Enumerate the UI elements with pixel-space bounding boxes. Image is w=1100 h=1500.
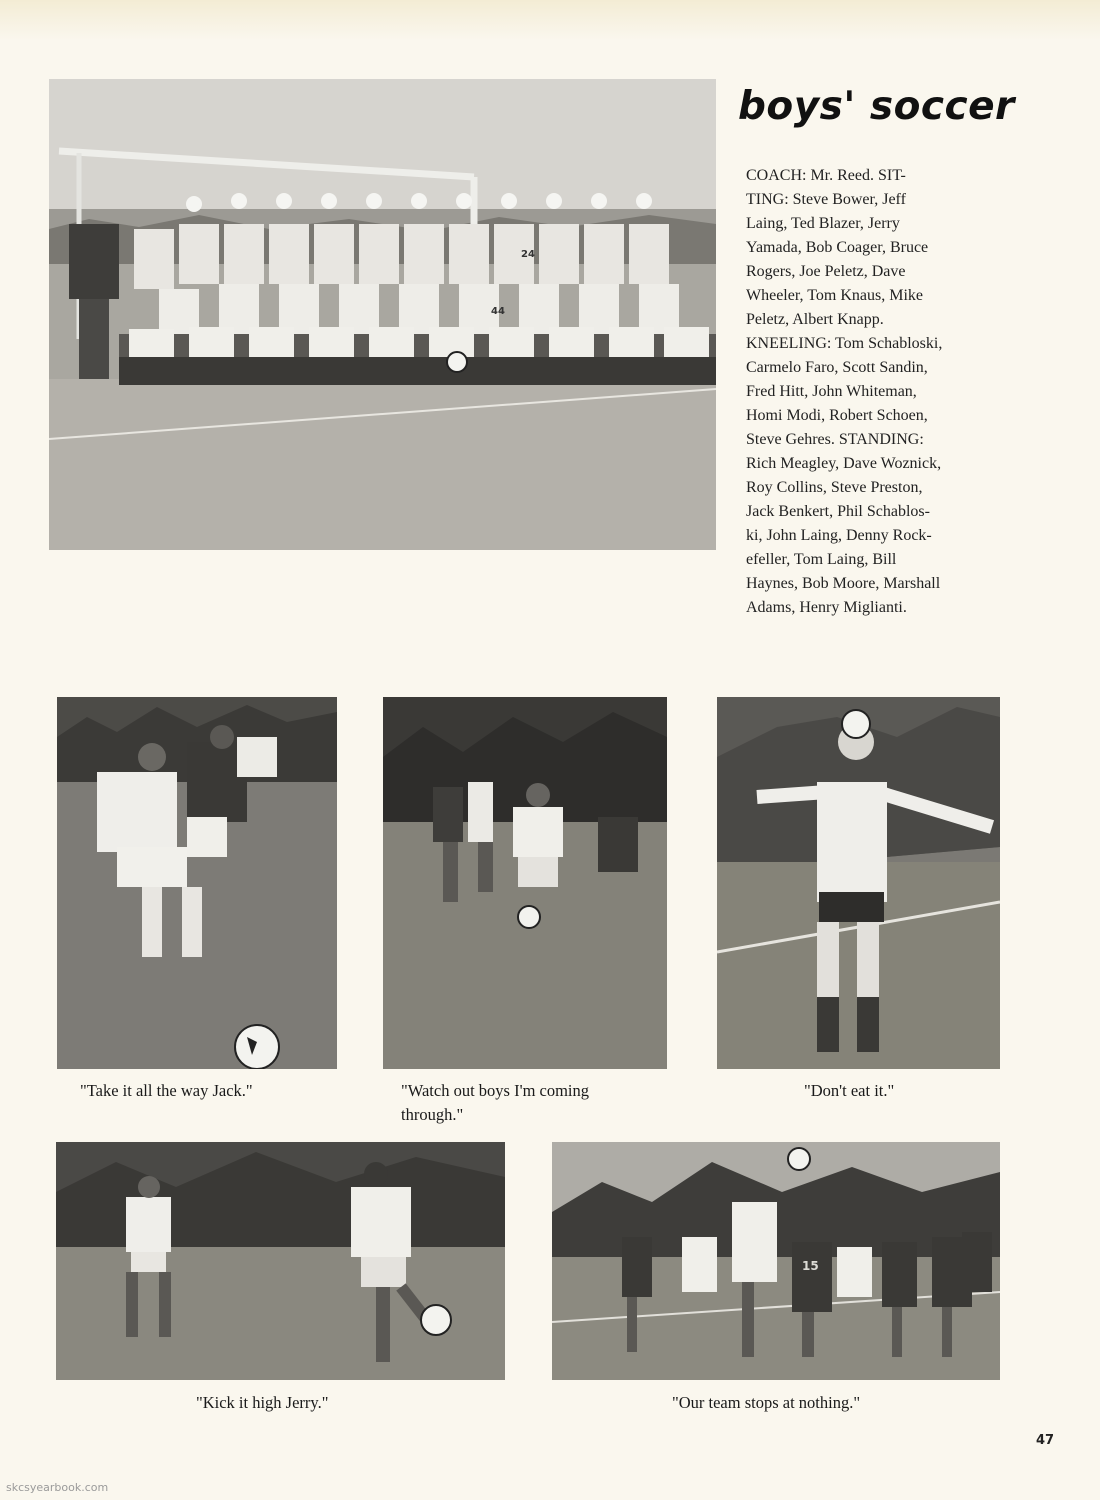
page-title: boys' soccer [738,84,1015,129]
action-photo-3 [717,697,1000,1069]
roster-line: Laing, Ted Blazer, Jerry [746,215,900,232]
caption-line: "Take it all the way Jack." [80,1081,253,1100]
photo5-jersey-number: 15 [802,1259,819,1273]
roster-line: Carmelo Faro, Scott Sandin, [746,359,928,376]
roster-line: Rogers, Joe Peletz, Dave [746,263,906,280]
roster-line: COACH: Mr. Reed. SIT- [746,167,906,184]
action-photo-4 [56,1142,505,1380]
roster-text [746,164,1016,620]
caption-photo-2 [401,1079,589,1127]
roster-line: Wheeler, Tom Knaus, Mike [746,287,924,304]
roster-line: Peletz, Albert Knapp. [746,311,884,328]
roster-line: efeller, Tom Laing, Bill [746,551,897,568]
roster-line: TING: Steve Bower, Jeff [746,191,906,208]
roster-line: ki, John Laing, Denny Rock- [746,527,932,544]
page-edge [0,0,1100,40]
roster-line: Jack Benkert, Phil Schablos- [746,503,930,520]
roster-line: Rich Meagley, Dave Woznick, [746,455,942,472]
roster-line: Homi Modi, Robert Schoen, [746,407,928,424]
caption-line: through." [401,1105,464,1124]
roster-line: KNEELING: Tom Schabloski, [746,335,943,352]
caption-photo-3 [804,1079,894,1103]
roster-line: Fred Hitt, John Whiteman, [746,383,917,400]
action-photo-2 [383,697,667,1069]
action-photo-1 [57,697,337,1069]
caption-line: "Watch out boys I'm coming [401,1081,590,1100]
roster-line: Yamada, Bob Coager, Bruce [746,239,929,256]
page-number: 47 [1036,1433,1055,1448]
team-photo-jersey-number-1: 24 [521,249,535,260]
roster-line: Adams, Henry Miglianti. [746,599,907,616]
caption-photo-5 [672,1391,860,1415]
caption-line: "Kick it high Jerry." [196,1393,329,1412]
team-photo [49,79,716,550]
action-photo-5 [552,1142,1000,1380]
watermark: skcsyearbook.com [6,1481,109,1494]
roster-line: Roy Collins, Steve Preston, [746,479,923,496]
caption-line: "Don't eat it." [804,1081,895,1100]
team-photo-jersey-number-2: 44 [491,306,505,317]
roster-line: Haynes, Bob Moore, Marshall [746,575,941,592]
roster-line: Steve Gehres. STANDING: [746,431,924,448]
caption-line: "Our team stops at nothing." [672,1393,861,1412]
caption-photo-4 [196,1391,328,1415]
caption-photo-1 [80,1079,253,1103]
